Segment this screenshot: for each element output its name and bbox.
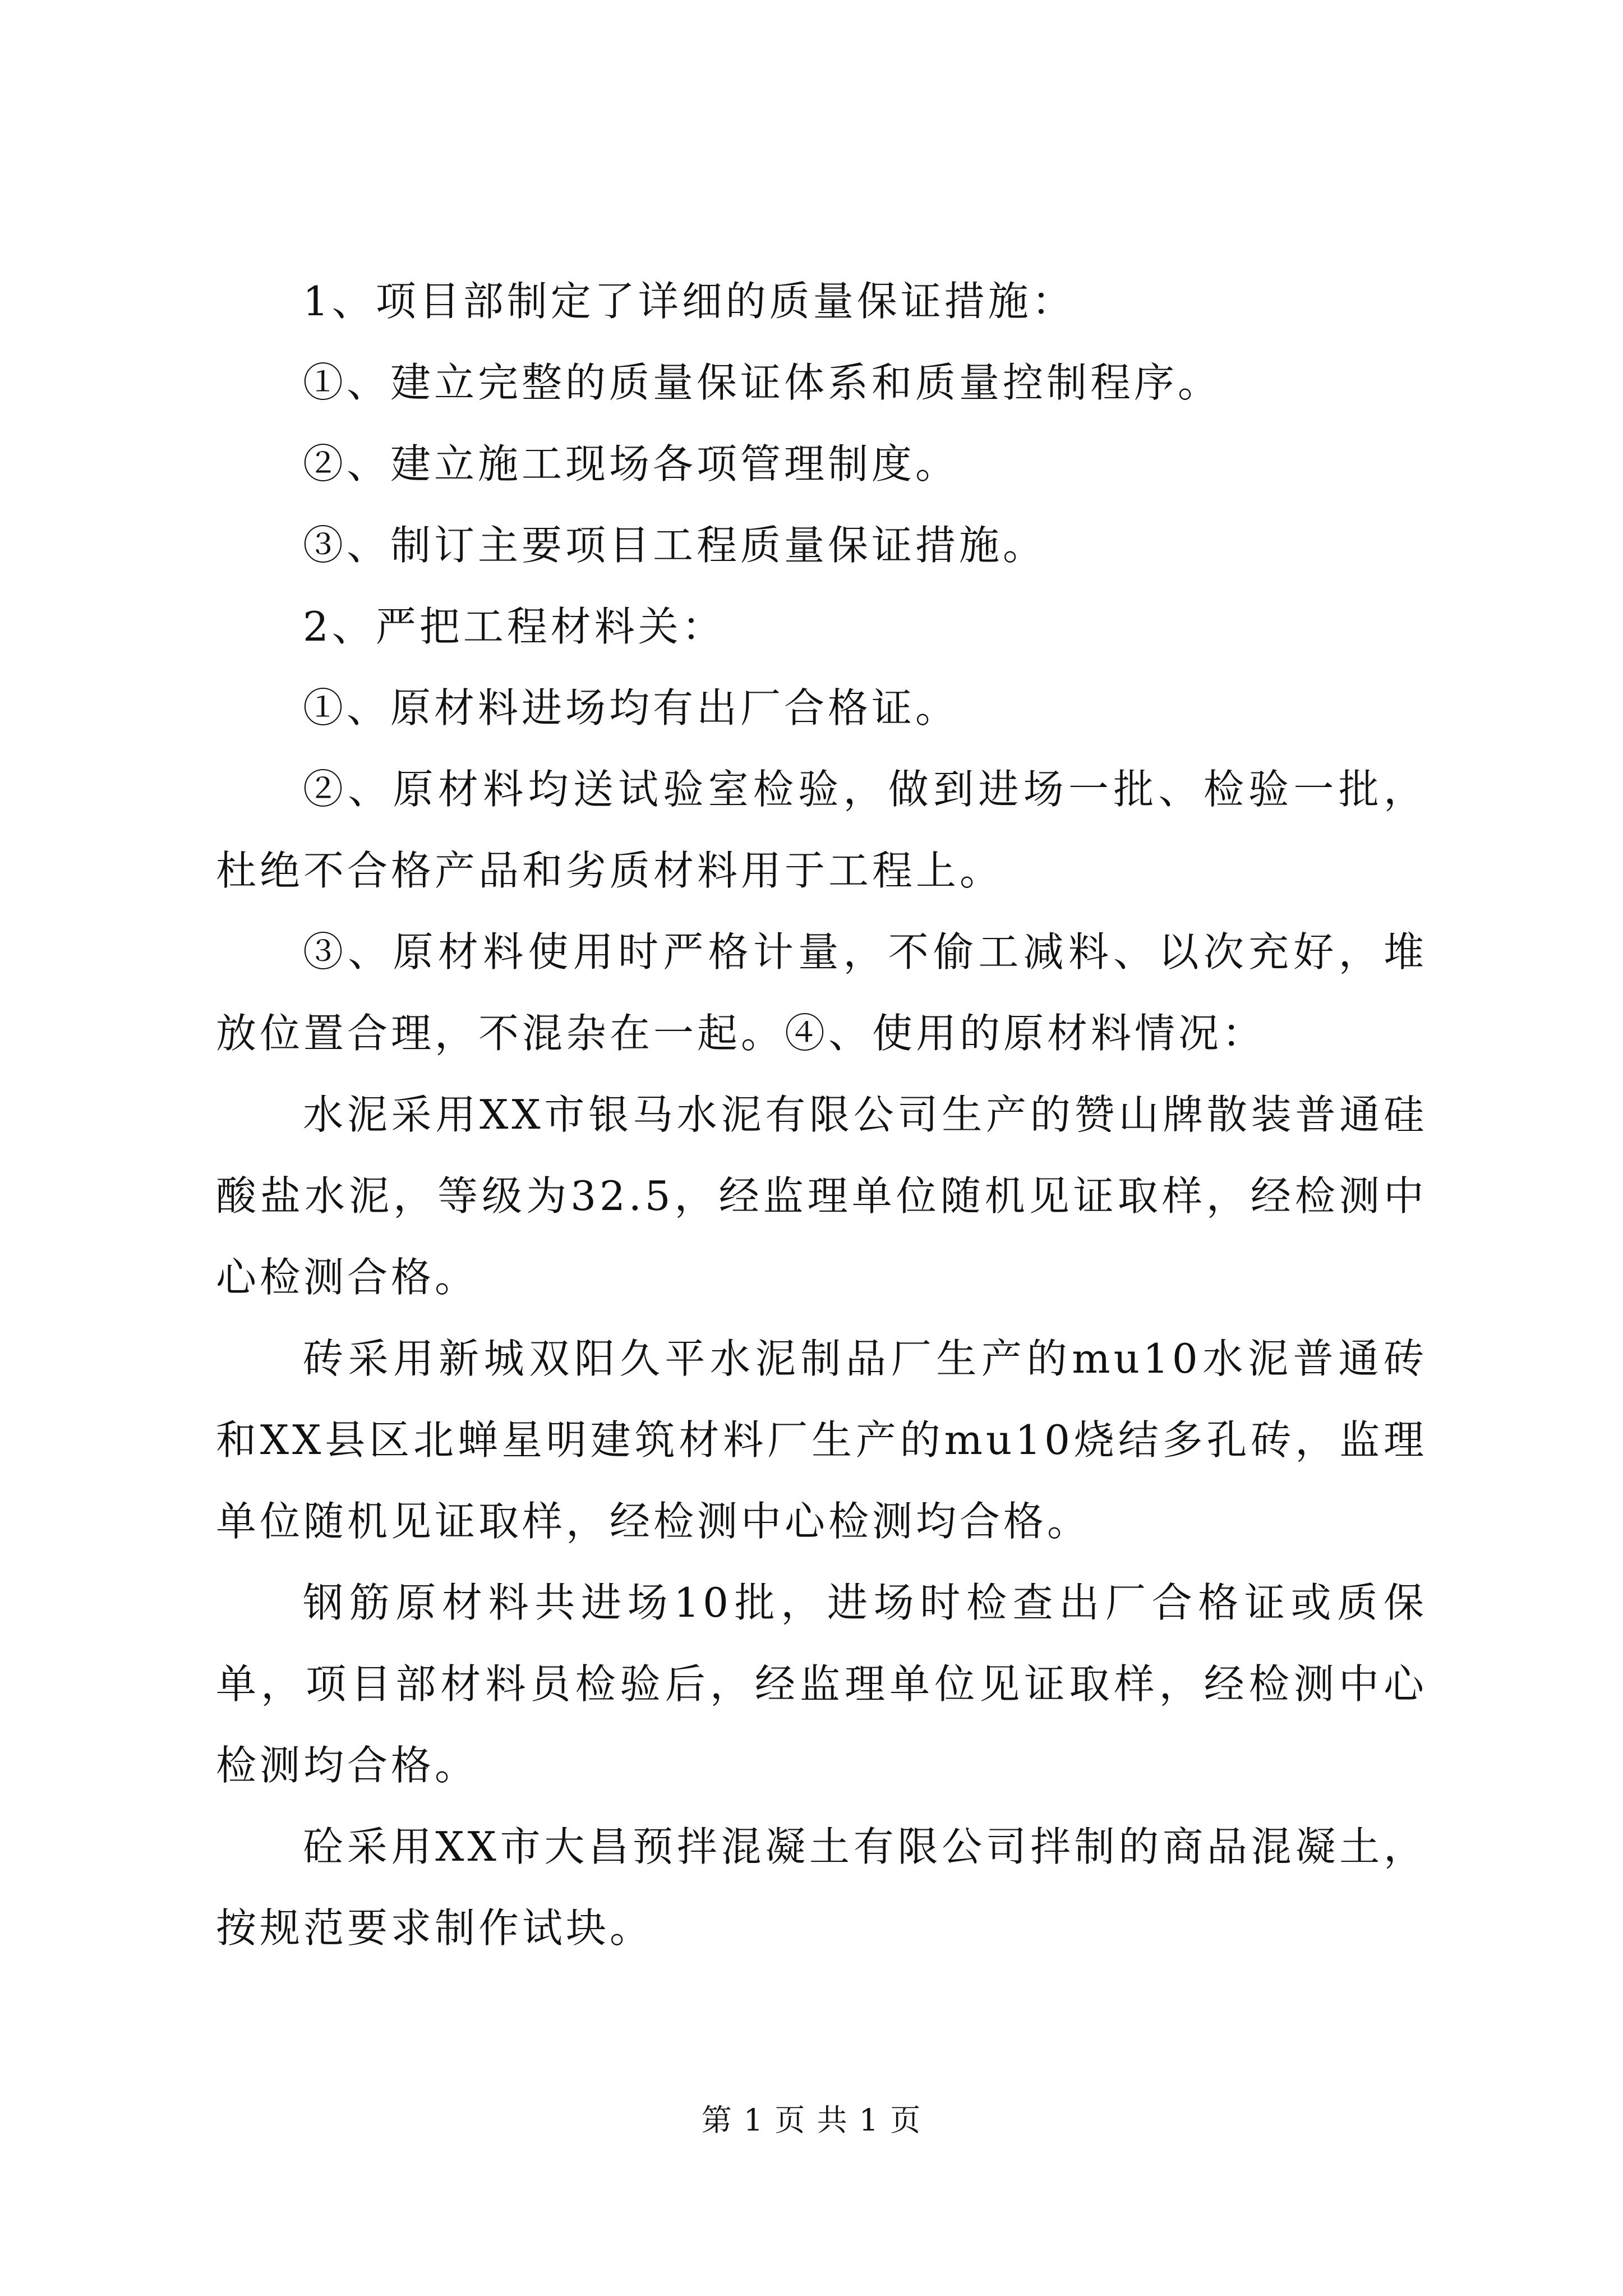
paragraph-cement: 水泥采用XX市银马水泥有限公司生产的赞山牌散装普通硅酸盐水泥，等级为32.5，经监理单位随机见证取样，经检测中心检测合格。 — [216, 1091, 1427, 1301]
paragraph-quality-measures-heading: 1、项目部制定了详细的质量保证措施： — [303, 278, 1076, 325]
paragraph-material-item-2: ②、原材料均送试验室检验，做到进场一批、检验一批，杜绝不合格产品和劣质材料用于工程上。 — [216, 766, 1427, 894]
paragraph-material-item-3: ③、原材料使用时严格计量，不偷工减料、以次充好，堆放位置合理，不混杂在一起。④、使用的原材料情况： — [216, 928, 1427, 1057]
page-footer: 第 1 页 共 1 页 — [701, 2102, 922, 2138]
paragraph-item-3: ③、制订主要项目工程质量保证措施。 — [303, 522, 1047, 569]
paragraph-concrete: 砼采用XX市大昌预拌混凝土有限公司拌制的商品混凝土，按规范要求制作试块。 — [216, 1823, 1427, 1952]
document-body — [216, 261, 1427, 1969]
paragraph-bricks: 砖采用新城双阳久平水泥制品厂生产的mu10水泥普通砖和XX县区北蝉星明建筑材料厂生产的mu10烧结多孔砖，监理单位随机见证取样，经检测中心检测均合格。 — [216, 1335, 1427, 1545]
paragraph-item-1: ①、建立完整的质量保证体系和质量控制程序。 — [303, 359, 1222, 406]
paragraph-item-2: ②、建立施工现场各项管理制度。 — [303, 440, 960, 487]
paragraph-materials-heading: 2、严把工程材料关： — [303, 603, 726, 650]
paragraph-rebar: 钢筋原材料共进场10批，进场时检查出厂合格证或质保单，项目部材料员检验后，经监理单位见证取样，经检测中心检测均合格。 — [216, 1579, 1427, 1789]
paragraph-material-item-1: ①、原材料进场均有出厂合格证。 — [303, 684, 960, 731]
